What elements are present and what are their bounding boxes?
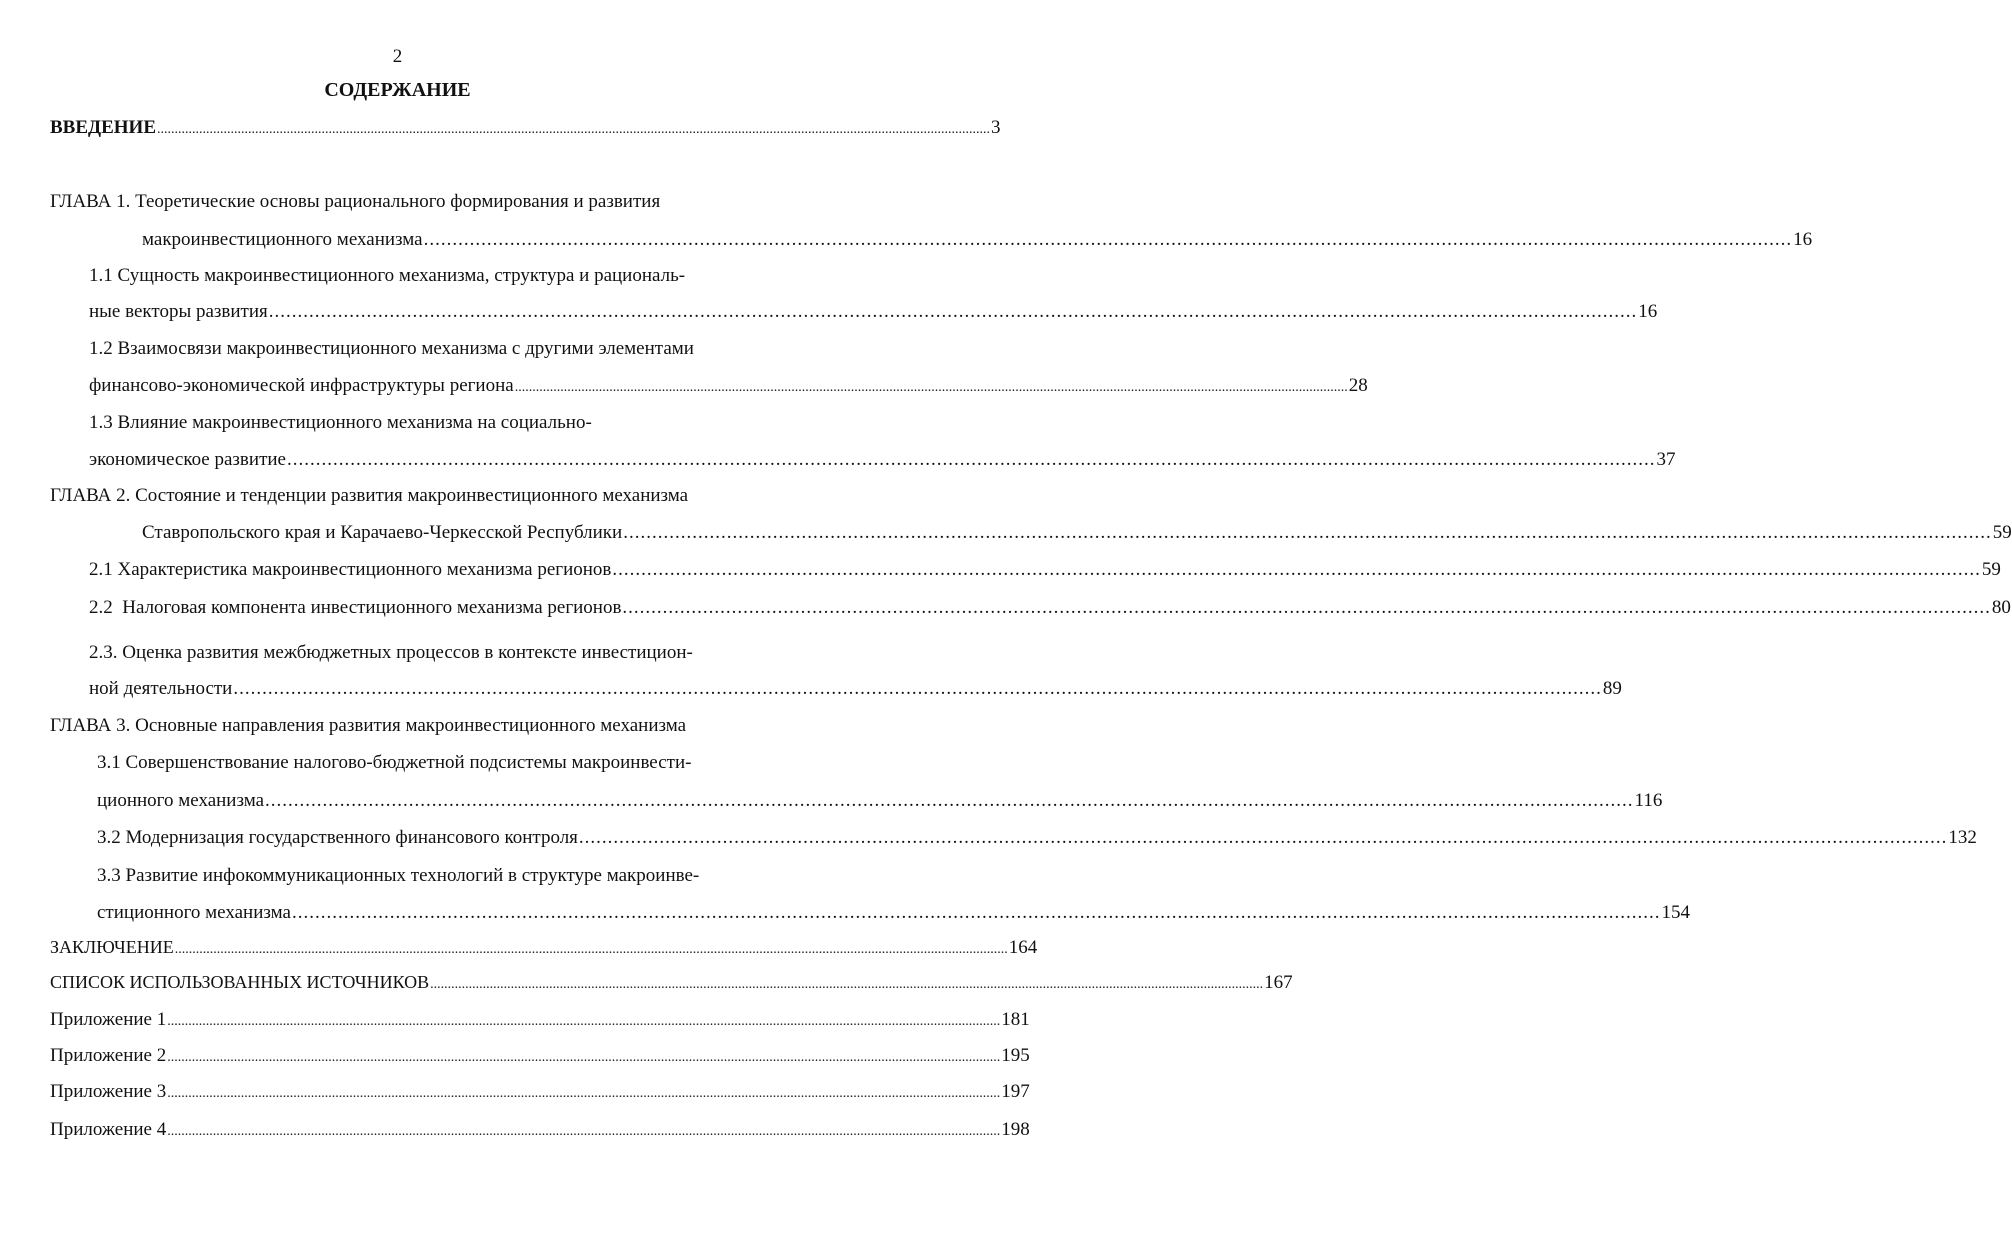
toc-entry-chapter-2[interactable] (142, 521, 2012, 545)
toc-entry-title: экономическое развитие (89, 449, 286, 470)
toc-dot-leader: .............................................................................................................................................................................................................................................. (622, 597, 1991, 618)
toc-entry-title: ВВЕДЕНИЕ (50, 117, 156, 138)
toc-section-2-3-title[interactable]: 2.3. Оценка развития межбюджетных процессов в контексте инвестицион- (89, 642, 693, 663)
toc-entry-title: финансово-экономической инфраструктуры региона (89, 375, 514, 396)
toc-dot-leader: .............................................................................................................................................................................................................................................. (430, 977, 1264, 992)
toc-entry-title: ЗАКЛЮЧЕНИЕ (50, 937, 174, 957)
toc-page-number: 167 (1264, 972, 1293, 993)
toc-page-number: 198 (1001, 1119, 1030, 1140)
toc-entry-2-2[interactable] (89, 596, 2011, 620)
toc-entry-title: ной деятельности (89, 678, 233, 699)
toc-dot-leader: .............................................................................................................................................................................................................................................. (612, 559, 1981, 580)
toc-entry-2-3[interactable] (89, 677, 1622, 701)
toc-section-3-1-title[interactable]: 3.1 Совершенствование налогово-бюджетной подсистемы макроинвести- (97, 752, 692, 773)
toc-page-number: 59 (1992, 522, 2012, 543)
toc-chapter-3-title[interactable]: ГЛАВА 3. Основные направления развития макроинвестиционного механизма (50, 715, 687, 736)
toc-entry-title: ционного механизма (97, 790, 265, 811)
toc-page-number: 16 (1638, 301, 1658, 322)
toc-dot-leader: .............................................................................................................................................................................................................................................. (233, 678, 1602, 699)
toc-dot-leader: .............................................................................................................................................................................................................................................. (167, 1124, 1001, 1139)
toc-entry-intro[interactable] (50, 116, 1001, 142)
toc-dot-leader: .............................................................................................................................................................................................................................................. (157, 122, 990, 137)
toc-dot-leader: .............................................................................................................................................................................................................................................. (291, 902, 1661, 923)
toc-entry-title: Приложение 1 (50, 1009, 167, 1030)
toc-entry-appendix-2[interactable] (50, 1044, 1030, 1070)
toc-entry-sources[interactable] (50, 970, 1293, 997)
toc-section-1-2-title[interactable]: 1.2 Взаимосвязи макроинвестиционного механизма с другими элементами (89, 338, 694, 359)
toc-entry-3-3[interactable] (97, 901, 1690, 925)
toc-entry-title: СПИСОК ИСПОЛЬЗОВАННЫХ ИСТОЧНИКОВ (50, 972, 430, 992)
toc-entry-2-1[interactable] (89, 558, 2001, 582)
toc-entry-title: ные векторы развития (89, 301, 268, 322)
toc-dot-leader: .............................................................................................................................................................................................................................................. (167, 1086, 1001, 1101)
toc-entry-title: 3.2 Модернизация государственного финансового контроля (97, 827, 578, 848)
toc-dot-leader: .............................................................................................................................................................................................................................................. (167, 1014, 1001, 1029)
toc-entry-3-2[interactable] (97, 826, 1977, 850)
toc-entry-title: Приложение 4 (50, 1119, 167, 1140)
toc-page-number: 28 (1348, 375, 1368, 396)
toc-entry-title: 2.2 Налоговая компонента инвестиционного механизма регионов (89, 597, 622, 618)
toc-section-3-3-title[interactable]: 3.3 Развитие инфокоммуникационных технологий в структуре макроинве- (97, 865, 700, 886)
toc-page-number: 16 (1793, 229, 1813, 250)
toc-page-number: 3 (991, 117, 1001, 138)
toc-entry-title: Приложение 3 (50, 1081, 167, 1102)
toc-page-number: 80 (1991, 597, 2011, 618)
toc-entry-title: Ставропольского края и Карачаево-Черкесской Республики (142, 522, 623, 543)
toc-section-1-3-title[interactable]: 1.3 Влияние макроинвестиционного механизма на социально- (89, 412, 592, 433)
toc-entry-title: стиционного механизма (97, 902, 291, 923)
toc-page-number: 37 (1656, 449, 1676, 470)
toc-dot-leader: .............................................................................................................................................................................................................................................. (268, 301, 1638, 322)
toc-entry-3-1[interactable] (97, 789, 1663, 813)
page-title: СОДЕРЖАНИЕ (324, 79, 471, 101)
toc-page-number: 59 (1981, 559, 2001, 580)
toc-entry-appendix-1[interactable] (50, 1008, 1030, 1034)
toc-entry-conclusion[interactable] (50, 935, 1038, 962)
toc-entry-1-1[interactable] (89, 300, 1658, 324)
toc-entry-1-3[interactable] (89, 448, 1676, 472)
toc-dot-leader: .............................................................................................................................................................................................................................................. (423, 229, 1793, 250)
toc-page-number: 154 (1661, 902, 1690, 923)
toc-entry-title: макроинвестиционного механизма (142, 229, 423, 250)
toc-entry-title: 2.1 Характеристика макроинвестиционного механизма регионов (89, 559, 612, 580)
toc-entry-chapter-1[interactable] (142, 228, 1813, 252)
toc-entry-appendix-3[interactable] (50, 1080, 1030, 1106)
toc-page-number: 195 (1001, 1045, 1030, 1066)
page-number: 2 (392, 46, 403, 67)
toc-section-1-1-title[interactable]: 1.1 Сущность макроинвестиционного механизма, структура и рациональ- (89, 265, 686, 286)
toc-dot-leader: .............................................................................................................................................................................................................................................. (623, 522, 1992, 543)
toc-dot-leader: .............................................................................................................................................................................................................................................. (174, 942, 1008, 957)
toc-entry-1-2[interactable] (89, 374, 1368, 400)
toc-dot-leader: .............................................................................................................................................................................................................................................. (167, 1050, 1001, 1065)
toc-page-number: 132 (1948, 827, 1977, 848)
toc-page-number: 197 (1001, 1081, 1030, 1102)
toc-chapter-1-title[interactable]: ГЛАВА 1. Теоретические основы рационального формирования и развития (50, 191, 661, 212)
toc-dot-leader: .............................................................................................................................................................................................................................................. (265, 790, 1634, 811)
toc-entry-title: Приложение 2 (50, 1045, 167, 1066)
toc-page-number: 89 (1602, 678, 1622, 699)
toc-dot-leader: .............................................................................................................................................................................................................................................. (514, 380, 1348, 395)
toc-dot-leader: .............................................................................................................................................................................................................................................. (286, 449, 1656, 470)
toc-page-number: 116 (1634, 790, 1663, 811)
toc-dot-leader: .............................................................................................................................................................................................................................................. (578, 827, 1948, 848)
toc-entry-appendix-4[interactable] (50, 1118, 1030, 1144)
toc-page-number: 164 (1008, 937, 1038, 958)
toc-chapter-2-title[interactable]: ГЛАВА 2. Состояние и тенденции развития макроинвестиционного механизма (50, 485, 689, 506)
toc-page-number: 181 (1001, 1009, 1030, 1030)
